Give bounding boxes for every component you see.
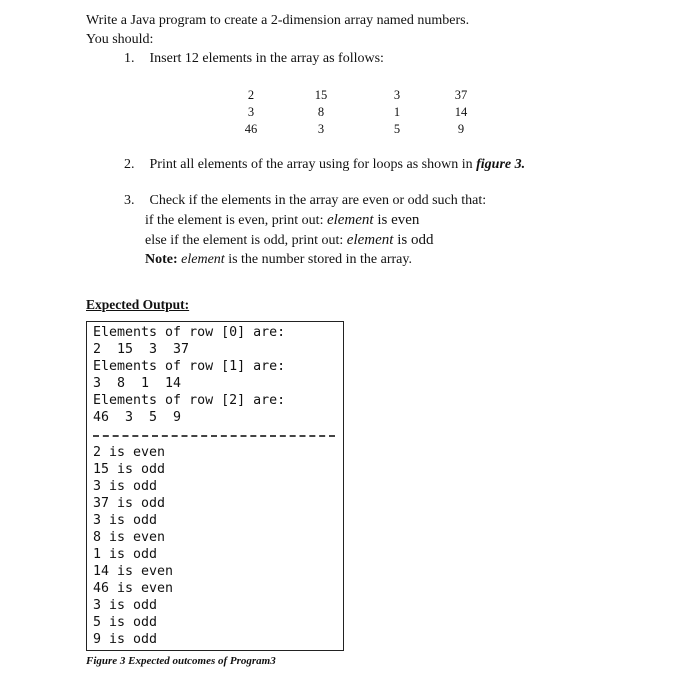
output-divider (93, 435, 335, 437)
array-cell: 3 (317, 122, 325, 136)
array-cell: 15 (314, 88, 328, 102)
step-3-number: 3. (124, 193, 135, 208)
output-line: 2 is even (93, 445, 166, 460)
output-line: 3 is odd (93, 513, 158, 528)
output-line: 1 is odd (93, 547, 158, 562)
output-line: Elements of row [0] are: (93, 325, 286, 340)
even-rule-prefix: if the element is even, print out: (145, 213, 327, 228)
output-line: 5 is odd (93, 615, 158, 630)
array-cell: 2 (247, 88, 255, 102)
figure-reference: figure 3. (476, 157, 526, 172)
step-3-odd-rule (145, 232, 433, 249)
even-rule-suffix: is even (373, 212, 420, 228)
output-line: 3 is odd (93, 479, 158, 494)
array-cell: 3 (247, 105, 255, 119)
step-3-text: Check if the elements in the array are even or odd such that: (149, 193, 487, 208)
step-2 (124, 157, 525, 173)
output-line: 14 is even (93, 564, 174, 579)
even-rule-element: element (326, 212, 374, 228)
step-2-text: Print all elements of the array using for loops as shown in (149, 157, 477, 172)
step-3 (124, 193, 486, 209)
odd-rule-element: element (346, 232, 394, 248)
expected-output-heading: Expected Output: (86, 297, 190, 312)
note-element: element (181, 252, 225, 267)
intro-line-1: Write a Java program to create a 2-dimension array named numbers. (86, 13, 470, 28)
output-line: 46 3 5 9 (93, 410, 182, 425)
array-cell: 1 (393, 105, 401, 119)
intro-line-2: You should: (86, 32, 154, 47)
output-line: Elements of row [1] are: (93, 359, 286, 374)
array-cell: 3 (393, 88, 401, 102)
array-cell: 37 (454, 88, 468, 102)
figure-caption: Figure 3 Expected outcomes of Program3 (86, 655, 276, 667)
output-line: 3 8 1 14 (93, 376, 182, 391)
output-line: Elements of row [2] are: (93, 393, 286, 408)
output-line: 9 is odd (93, 632, 158, 647)
array-cell: 14 (454, 105, 468, 119)
expected-output-box (86, 321, 344, 651)
step-1 (124, 51, 384, 67)
array-cell: 46 (244, 122, 258, 136)
odd-rule-prefix: else if the element is odd, print out: (145, 233, 347, 248)
step-1-number: 1. (124, 51, 135, 66)
note-suffix: is the number stored in the array. (224, 252, 412, 267)
output-line: 3 is odd (93, 598, 158, 613)
note-label: Note: (145, 252, 182, 267)
step-3-even-rule (145, 212, 419, 229)
odd-rule-suffix: is odd (393, 232, 434, 248)
array-cell: 5 (393, 122, 401, 136)
output-line: 37 is odd (93, 496, 166, 511)
step-2-number: 2. (124, 157, 135, 172)
output-line: 8 is even (93, 530, 166, 545)
output-line: 2 15 3 37 (93, 342, 190, 357)
step-1-text: Insert 12 elements in the array as follows: (149, 51, 384, 66)
output-line: 46 is even (93, 581, 174, 596)
output-line: 15 is odd (93, 462, 166, 477)
step-3-note (145, 252, 412, 268)
array-cell: 8 (317, 105, 325, 119)
array-cell: 9 (457, 122, 465, 136)
